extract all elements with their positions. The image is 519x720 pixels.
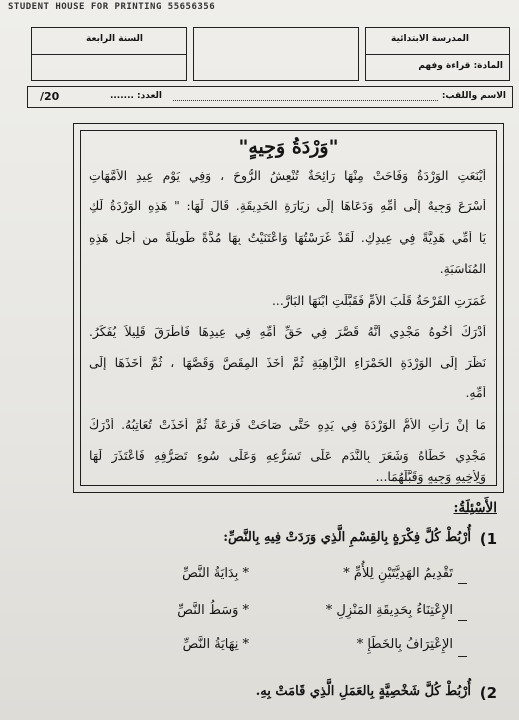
answer-dash: [458, 583, 467, 584]
grade-label: السنة الرابعة: [86, 34, 143, 44]
question-1-text: أُرْبُطْ كُلَّ فِكْرَةٍ بِالقِسْمِ الَّذِي وَرَدَتْ فِيهِ بِالنَّصِّ:: [223, 530, 471, 545]
school-label: المدرسة الابتدائية: [391, 34, 469, 44]
reading-passage-inner-frame: [80, 130, 497, 486]
passage-title: "وَرْدَةُ وَجِيهٍ": [238, 136, 339, 158]
answer-dash: [458, 620, 467, 621]
separator: [32, 54, 186, 55]
passage-line: أَيْنَعَتِ الوَرْدَةُ وَفَاحَتْ مِنْهَا رَائِحَةٌ تُنْعِشُ الرُّوحَ ، وَفِي يَوْمِ عِيدِ الأُمَّهَاتِ: [89, 169, 486, 183]
text-part-item: * نِهَايَةُ النَّصِّ: [182, 637, 249, 652]
passage-line: وَلِأَخِيهِ وَجِيهٍ وَقَبَّلَهُمَا...: [375, 470, 486, 484]
question-1-number: 1): [479, 530, 497, 548]
subject-label: المادة: قراءة وفهم: [418, 61, 503, 71]
student-name-label: الاسم واللقب:: [441, 91, 506, 101]
passage-line: نَظَرَ إِلَى الوَرْدَةِ الحَمْرَاءِ الزَّاهِيَةِ ثُمَّ أَخَذَ المِقَصَّ وَقَصَّهَا ، ثُمَّ أَخَذَهَا إِلَى: [89, 356, 486, 370]
text-part-item: * بِدَايَةُ النَّصِّ: [182, 566, 249, 581]
student-info-row: [27, 86, 513, 108]
questions-heading: الأَسْئِلَةُ:: [453, 500, 497, 516]
passage-line: أُمِّهِ.: [465, 386, 486, 400]
number-label: العدد: .......: [109, 91, 162, 101]
passage-line: المُنَاسَبَةِ.: [439, 262, 486, 276]
text-part-item: * وَسَطُ النَّصِّ: [177, 603, 249, 618]
idea-item: الإِعْتِنَاءُ بِحَدِيقَةِ المَنْزِلِ *: [325, 603, 453, 618]
school-box: [365, 27, 510, 81]
passage-line: يَا أُمِّي هَدِيَّةً فِي عِيدِكِ. لَقَدْ غَرَسْتُهَا وَاعْتَنَيْتُ بِهَا مُدَّةً طَوِيلَةً من أجل هَذِهِ: [89, 231, 486, 245]
answer-dash: [458, 656, 467, 657]
print-shop-watermark: STUDENT HOUSE FOR PRINTING 55656356: [8, 2, 216, 12]
passage-line: مَا إِنْ رَأَتِ الأُمُّ الوَرْدَةَ فِي يَدِهِ حَتَّى صَاحَتْ فَزِعَةً ثُمَّ أَخَذَتْ تُعَاتِبُهُ. أَدْرَكَ: [89, 418, 486, 432]
passage-line: مَجْدِي خَطَأَهُ وَشَعَرَ بِالنَّدَمِ عَلَى تَسَرُّعِهِ وَعَلَى سُوءِ تَصَرُّفِهِ فَاعْتَذَرَ لَهَا: [89, 449, 486, 463]
question-2-number: 2): [479, 684, 497, 702]
separator: [366, 54, 509, 55]
reading-passage-frame: [73, 123, 504, 493]
passage-line: غَمَرَتِ الفَرْحَةُ قَلْبَ الأُمِّ فَقَبَّلَتِ ابْنَهَا البَارَّ...: [272, 294, 486, 308]
idea-item: تَقْدِيمُ الهَدِيَّتَيْنِ لِلأُمِّ *: [343, 566, 453, 581]
question-2-text: أُرْبُطْ كُلَّ شَخْصِيَّةٍ بِالعَمَلِ الَّذِي قَامَتْ بِهِ.: [255, 684, 471, 699]
score-total: 20/: [40, 90, 60, 103]
passage-line: أَسْرَعَ وَجِيهٌ إِلَى أُمِّهِ وَدَعَاهَا إِلَى زِيَارَةِ الحَدِيقَةِ. قَالَ لَهَا: " هَذِهِ الوَرْدَةُ لَكِ: [89, 199, 486, 213]
idea-item: الإِعْتِرَافُ بِالخَطَإِ *: [356, 637, 453, 652]
name-dotted-line: [173, 100, 438, 101]
passage-line: أَدْرَكَ أَخُوهُ مَجْدِي أَنَّهُ قَصَّرَ فِي حَقِّ أُمِّهِ فِي عِيدِهَا فَأَطْرَقَ قَلِيلاً يُفَكِّرُ.: [89, 325, 486, 339]
blank-header-box: [193, 27, 359, 81]
grade-box: [31, 27, 187, 81]
